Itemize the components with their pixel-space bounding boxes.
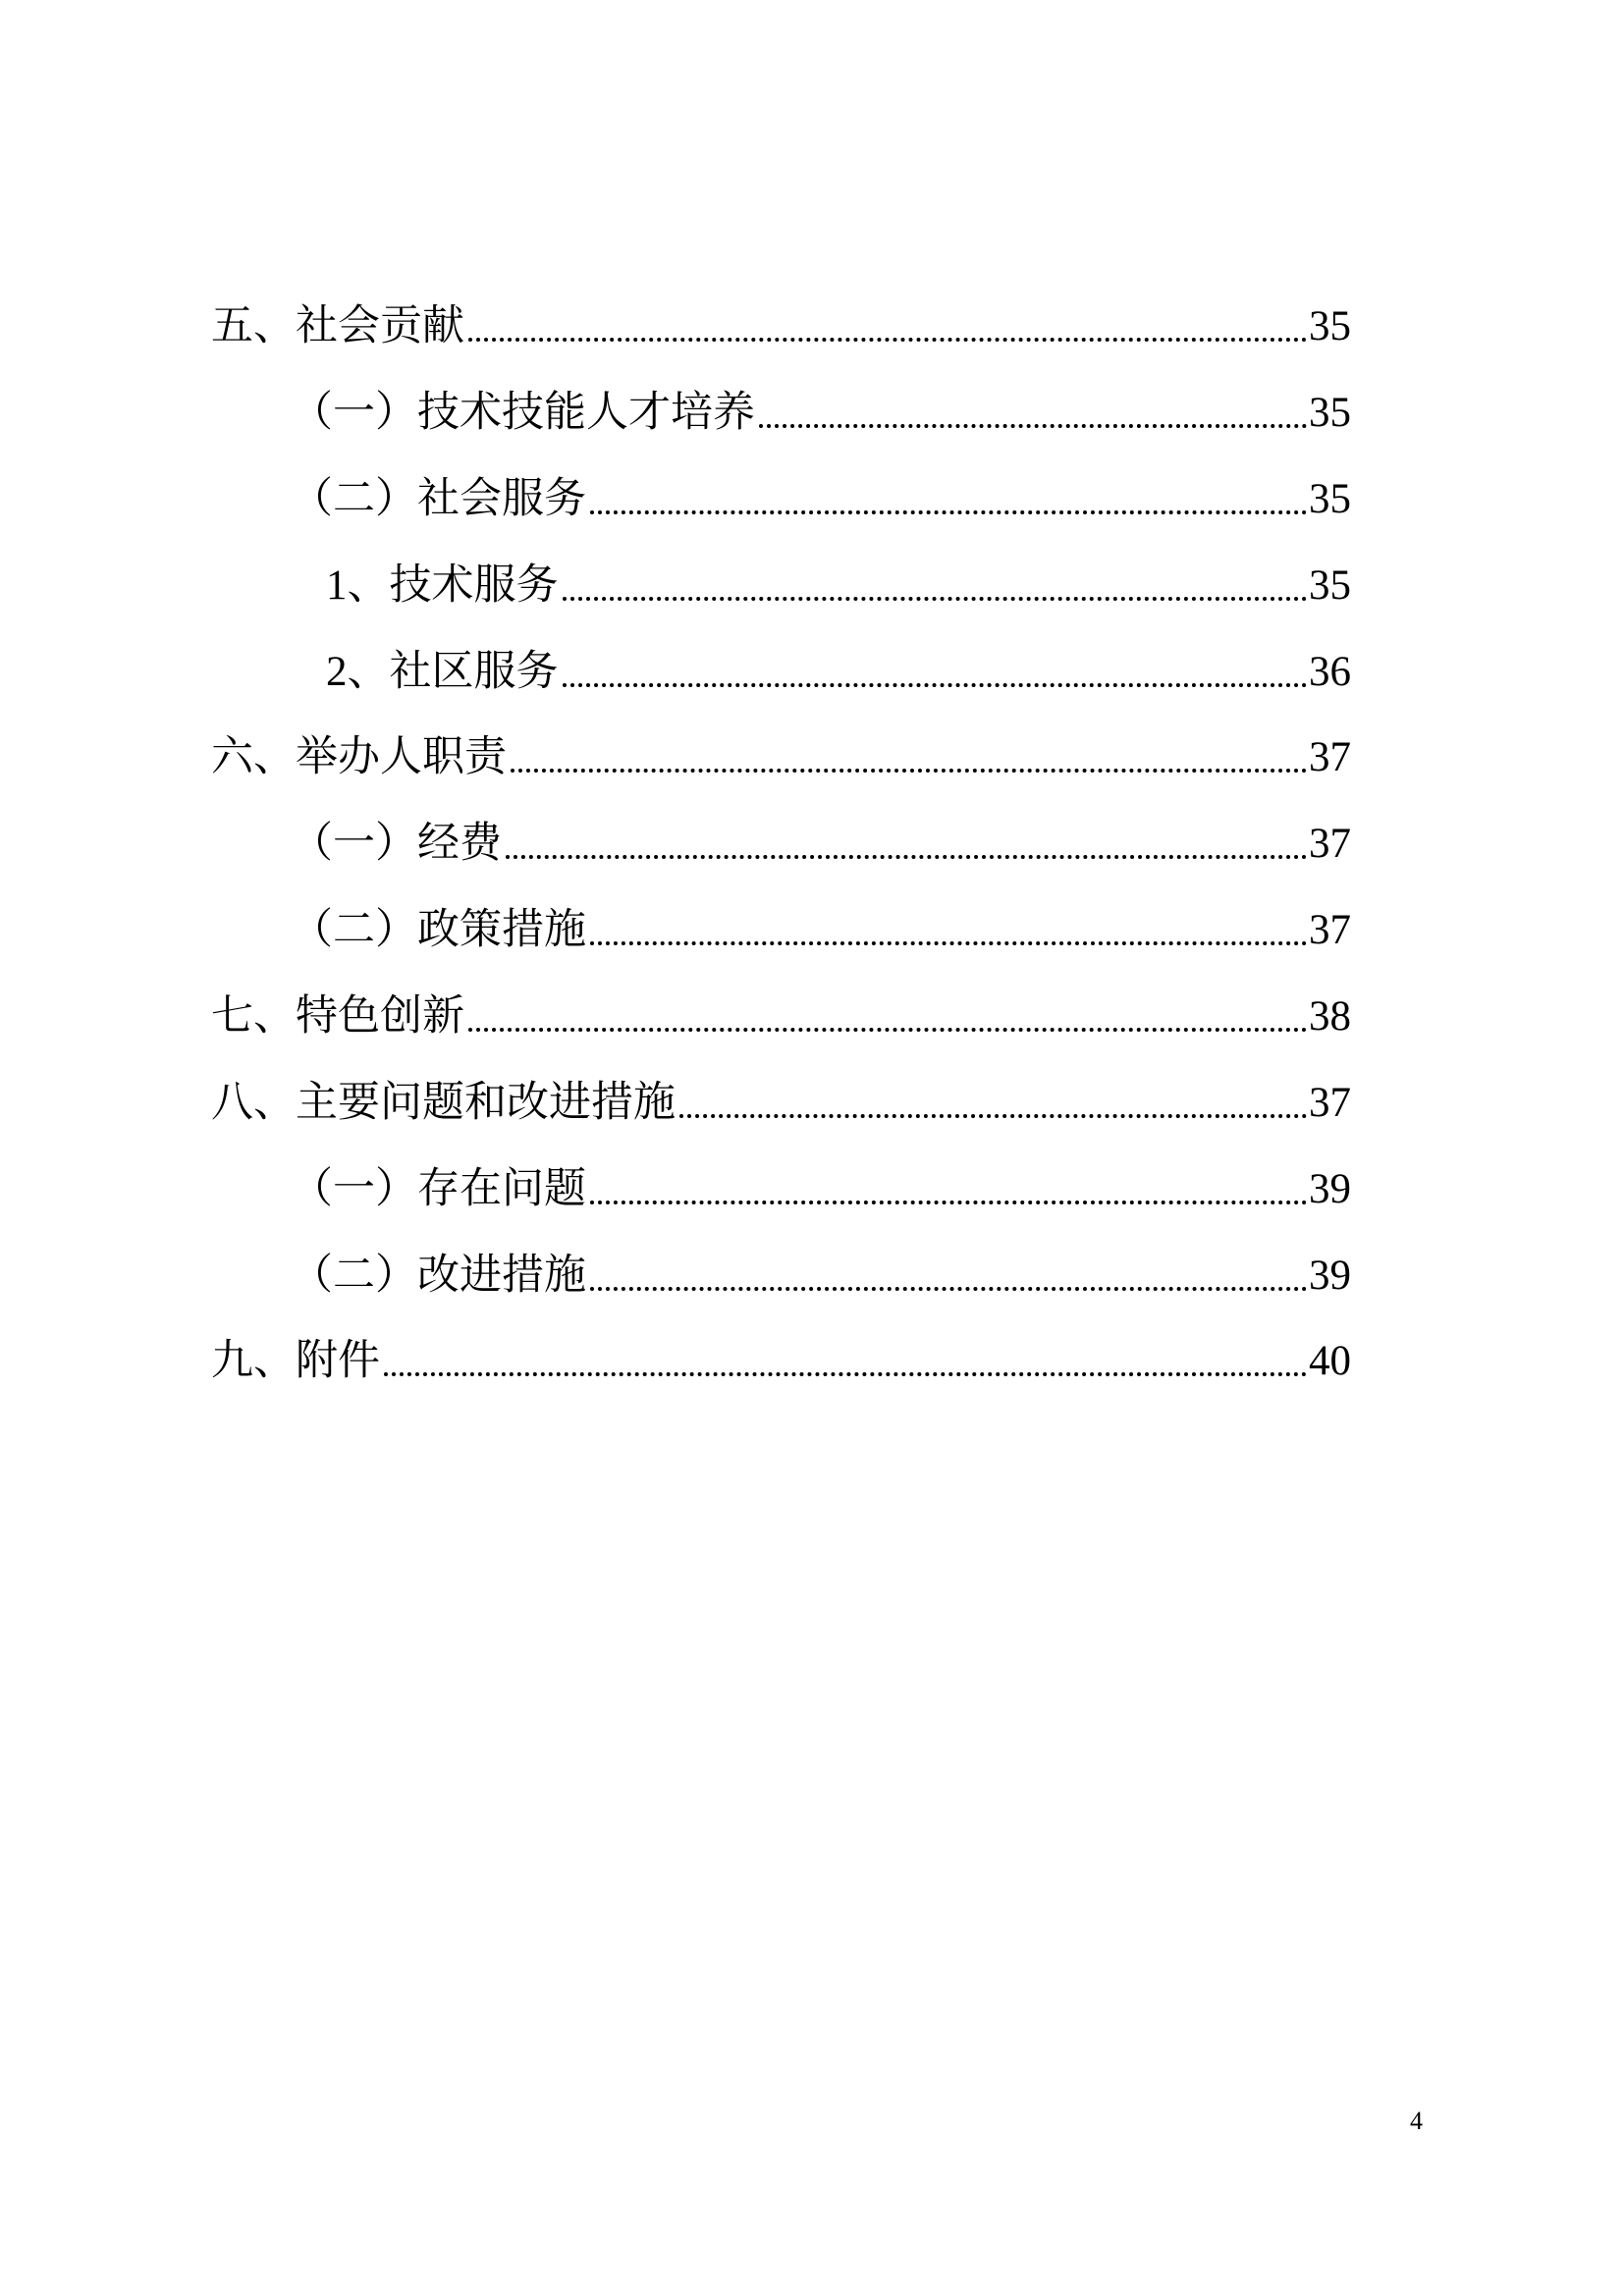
toc-entry-attachments[interactable] bbox=[211, 1327, 1351, 1386]
toc-entry-sponsor-duties[interactable] bbox=[211, 723, 1351, 782]
toc-entry-label: （二）社会服务 bbox=[291, 474, 586, 523]
toc-entry-label: 五、社会贡献 bbox=[211, 301, 464, 350]
toc-entry-social-service[interactable] bbox=[291, 465, 1351, 524]
toc-entry-existing-problems[interactable] bbox=[291, 1155, 1351, 1214]
toc-entry-page: 38 bbox=[1309, 993, 1351, 1040]
toc-leader-dots bbox=[506, 855, 1307, 859]
toc-entry-label bbox=[326, 647, 559, 697]
toc-entry-label-number: 1 bbox=[326, 562, 348, 609]
toc-entry-policy-measures[interactable] bbox=[291, 896, 1351, 955]
toc-entry-community-service[interactable] bbox=[326, 638, 1351, 697]
toc-entry-page: 37 bbox=[1309, 907, 1351, 953]
toc-entry-label-number: 2 bbox=[326, 649, 348, 695]
toc-entry-label: （一）经费 bbox=[291, 819, 502, 868]
toc-entry-label-text: 、社区服务 bbox=[347, 647, 559, 696]
toc-leader-dots bbox=[679, 1114, 1307, 1118]
toc-leader-dots bbox=[759, 424, 1307, 428]
toc-entry-page: 40 bbox=[1309, 1338, 1351, 1384]
toc-leader-dots bbox=[590, 510, 1307, 514]
toc-entry-social-contribution[interactable] bbox=[211, 293, 1351, 351]
toc-leader-dots bbox=[384, 1372, 1307, 1376]
toc-entry-page: 37 bbox=[1309, 821, 1351, 867]
page-number: 4 bbox=[1410, 2107, 1423, 2135]
toc-entry-improvement-measures[interactable] bbox=[291, 1242, 1351, 1301]
toc-leader-dots bbox=[563, 597, 1308, 601]
toc-entry-label: （一）技术技能人才培养 bbox=[291, 388, 755, 437]
toc-entry-label: 九、附件 bbox=[211, 1336, 380, 1385]
toc-entry-label: 六、举办人职责 bbox=[211, 732, 507, 781]
toc-entry-technical-service[interactable] bbox=[326, 552, 1351, 611]
toc-entry-page: 37 bbox=[1309, 734, 1351, 780]
toc-entry-page: 36 bbox=[1309, 649, 1351, 695]
toc-leader-dots bbox=[468, 1028, 1307, 1032]
toc-entry-label: 八、主要问题和改进措施 bbox=[211, 1078, 676, 1127]
toc-leader-dots bbox=[563, 683, 1308, 687]
toc-leader-dots bbox=[468, 338, 1307, 342]
toc-entry-page: 35 bbox=[1309, 562, 1351, 609]
toc-leader-dots bbox=[590, 941, 1307, 945]
toc-entry-label bbox=[326, 561, 559, 611]
toc-entry-page: 39 bbox=[1309, 1253, 1351, 1299]
toc-entry-page: 35 bbox=[1309, 390, 1351, 436]
toc-entry-innovation[interactable] bbox=[211, 983, 1351, 1041]
toc-leader-dots bbox=[511, 769, 1307, 773]
toc-entry-page: 35 bbox=[1309, 476, 1351, 522]
toc-entry-page: 39 bbox=[1309, 1166, 1351, 1212]
toc-entry-label: （二）政策措施 bbox=[291, 905, 586, 954]
toc-entry-label: （一）存在问题 bbox=[291, 1164, 586, 1213]
toc-entry-label: 七、特色创新 bbox=[211, 991, 464, 1041]
toc-entry-funding[interactable] bbox=[291, 810, 1351, 869]
toc-entry-talent-training[interactable] bbox=[291, 379, 1351, 438]
toc-entry-label-text: 、技术服务 bbox=[347, 561, 559, 610]
toc-leader-dots bbox=[590, 1287, 1307, 1291]
toc-entry-problems-improvements[interactable] bbox=[211, 1069, 1351, 1128]
toc-leader-dots bbox=[590, 1201, 1307, 1204]
toc-entry-label: （二）改进措施 bbox=[291, 1251, 586, 1300]
toc-entry-page: 37 bbox=[1309, 1080, 1351, 1126]
toc-entry-page: 35 bbox=[1309, 303, 1351, 349]
